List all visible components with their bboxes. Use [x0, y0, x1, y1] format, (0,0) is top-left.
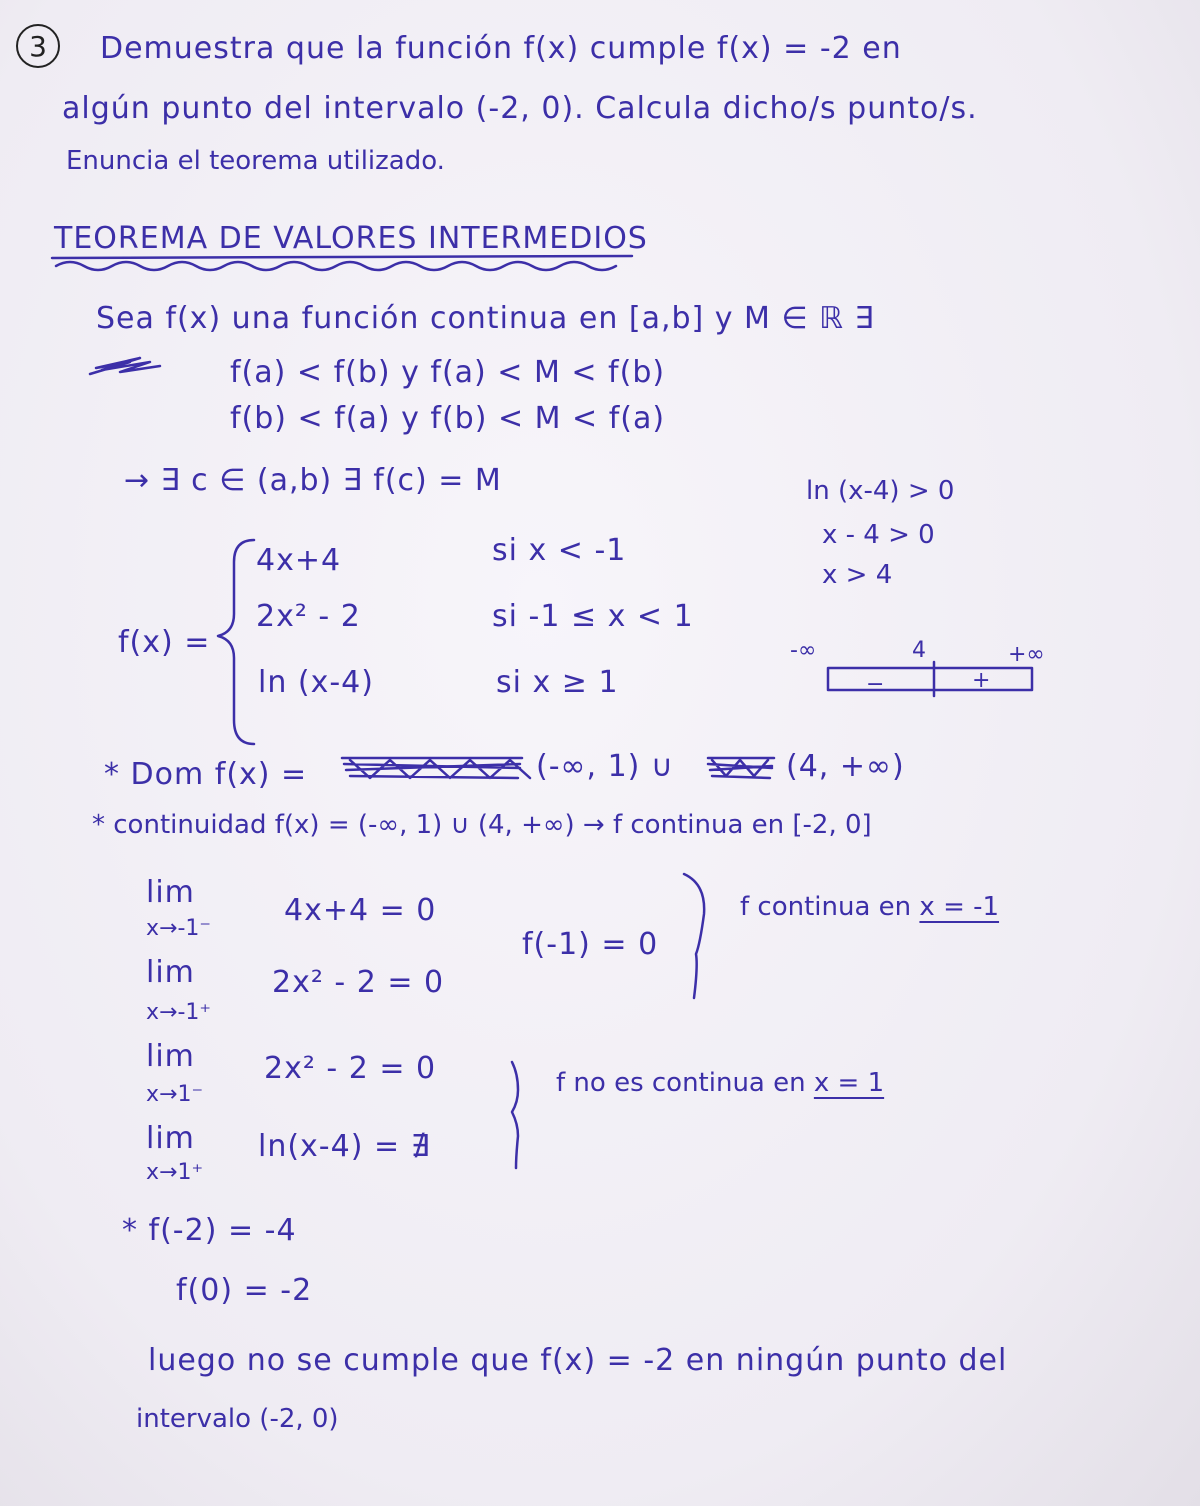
statement-line-1: Demuestra que la función f(x) cumple f(x) = -2 en [100, 31, 902, 66]
piece-3-expr: ln (x-4) [258, 665, 374, 700]
sign-four: 4 [912, 638, 926, 663]
not-continuous-note-text: f no es continua en [556, 1068, 814, 1098]
lim-a-word: lim [146, 875, 195, 910]
sign-chart-box [828, 668, 1032, 693]
conclusion-line-1: luego no se cumple que f(x) = -2 en ningún punto del [148, 1343, 1008, 1378]
theorem-line-1: Sea f(x) una función continua en [a,b] y M ∈ ℝ ∃ [96, 301, 875, 336]
piecewise-label: f(x) = [118, 625, 211, 660]
piecewise-brace [218, 540, 254, 744]
sign-plus-inf: +∞ [1008, 642, 1045, 667]
scribble-2 [342, 758, 530, 778]
lim-b-word: lim [146, 955, 195, 990]
statement-line-3: Enuncia el teorema utilizado. [66, 146, 445, 176]
lim-b-expr: 2x² - 2 = 0 [272, 965, 445, 1000]
domain-value-1: (-∞, 1) ∪ [536, 749, 674, 784]
brace-2 [512, 1062, 518, 1168]
value-f-minus-2: * f(-2) = -4 [122, 1213, 297, 1248]
continuous-point: x = -1 [919, 892, 1000, 922]
exercise-number: 3 [16, 24, 60, 68]
theorem-line-3: f(b) < f(a) y f(b) < M < f(a) [230, 401, 666, 436]
lim-a-expr: 4x+4 = 0 [284, 893, 437, 928]
domain-value-2: (4, +∞) [786, 749, 905, 784]
conclusion-line-2: intervalo (-2, 0) [136, 1404, 339, 1434]
brace-1 [684, 874, 704, 998]
lim-c-sub: x→1⁻ [146, 1082, 204, 1107]
continuity-line: * continuidad f(x) = (-∞, 1) ∪ (4, +∞) → f continua en [-2, 0] [92, 810, 872, 840]
sign-plus: + [972, 668, 991, 693]
piece-2-expr: 2x² - 2 [256, 599, 361, 634]
lim-d-word: lim [146, 1121, 195, 1156]
theorem-line-2: f(a) < f(b) y f(a) < M < f(b) [230, 355, 666, 390]
sign-minus-inf: -∞ [790, 638, 817, 663]
lim-a-sub: x→-1⁻ [146, 916, 212, 941]
scribble-1 [90, 358, 160, 374]
continuous-note-text: f continua en [740, 892, 920, 922]
statement-line-2: algún punto del intervalo (-2, 0). Calcula dicho/s punto/s. [62, 91, 978, 126]
lim-d-expr: ln(x-4) = ∄ [258, 1129, 431, 1164]
value-f-0: f(0) = -2 [176, 1273, 313, 1308]
scribble-3 [708, 758, 774, 778]
not-continuous-point: x = 1 [813, 1068, 885, 1098]
lim-b-sub: x→-1⁺ [146, 1000, 212, 1025]
sign-minus: − [866, 672, 885, 697]
piece-3-cond: si x ≥ 1 [496, 665, 619, 700]
title-wave [56, 262, 616, 270]
theorem-title: TEOREMA DE VALORES INTERMEDIOS [54, 221, 648, 256]
lim-c-word: lim [146, 1039, 195, 1074]
domain-label: * Dom f(x) = [104, 757, 308, 792]
piece-1-expr: 4x+4 [256, 543, 342, 578]
theorem-line-4: → ∃ c ∈ (a,b) ∃ f(c) = M [124, 463, 502, 498]
piece-2-cond: si -1 ≤ x < 1 [492, 599, 694, 634]
side-ineq-1: ln (x-4) > 0 [806, 476, 955, 506]
title-underline [52, 256, 632, 258]
lim-d-sub: x→1⁺ [146, 1160, 204, 1185]
side-ineq-2: x - 4 > 0 [822, 520, 935, 550]
side-ineq-3: x > 4 [822, 560, 893, 590]
piece-1-cond: si x < -1 [492, 533, 627, 568]
f-at-minus-one: f(-1) = 0 [522, 927, 659, 962]
lim-c-expr: 2x² - 2 = 0 [264, 1051, 437, 1086]
